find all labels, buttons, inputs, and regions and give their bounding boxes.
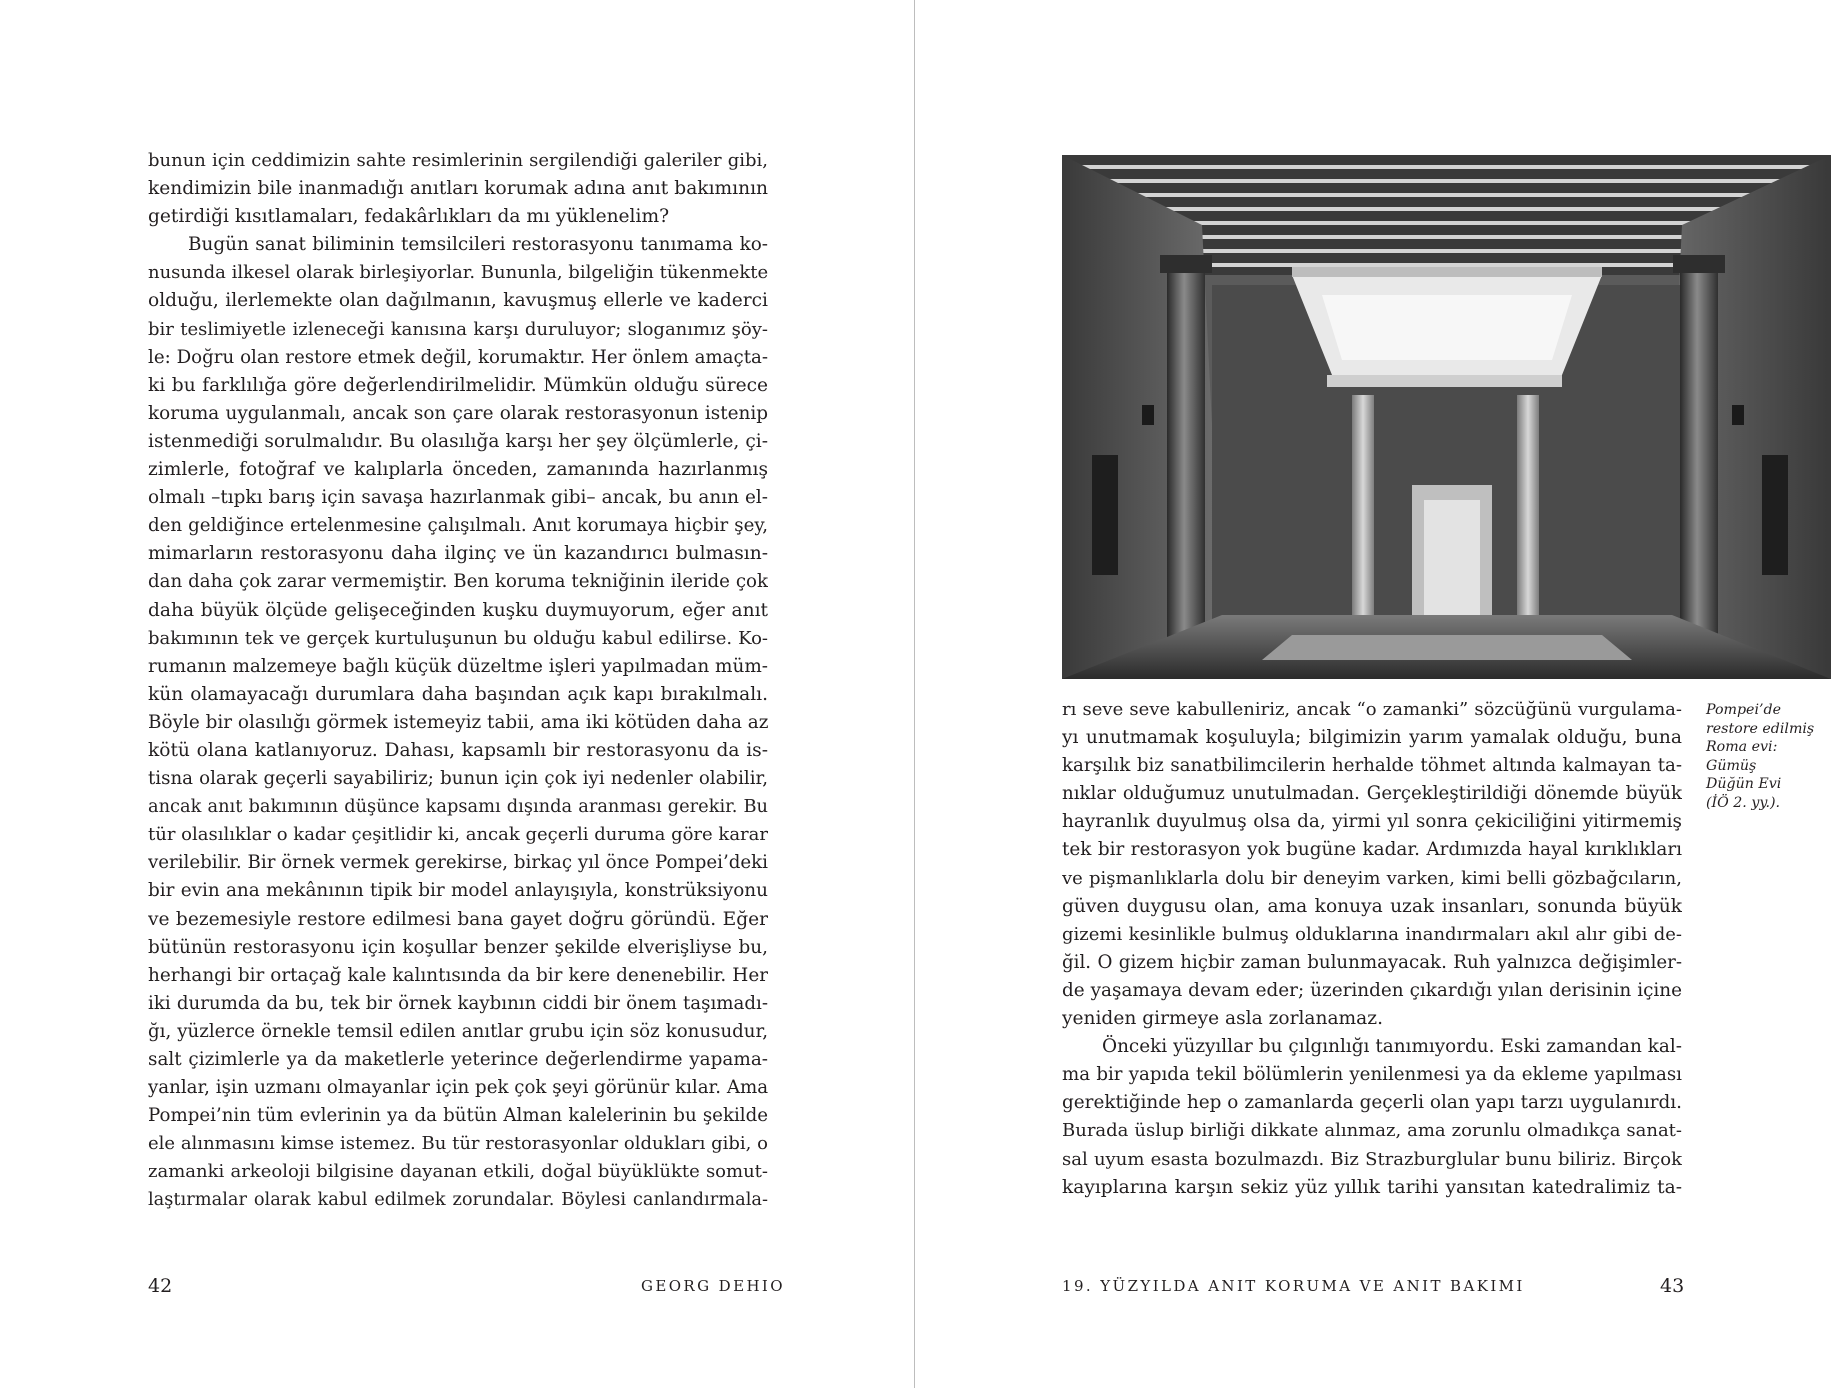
text-line: iki durumda da bu, tek bir örnek kaybının ciddi bir önem taşımadı- [148,992,768,1014]
text-line: kötü olana katlanıyoruz. Dahası, kapsamlı bir restorasyonu da is- [148,739,768,761]
text-line: tek bir restorasyon yok bugüne kadar. Ardımızda hayal kırıklıkları [1062,839,1682,861]
text-line: yı unutmamak koşuluyla; bilgimizin yarım yamalak olduğu, buna [1062,727,1682,749]
paragraph-first-line: Önceki yüzyıllar bu çılgınlığı tanımıyordu. Eski zamandan kal- [1102,1036,1682,1058]
text-line: ele alınmasını kimse istemez. Bu tür restorasyonlar oldukları gibi, o [148,1133,768,1155]
spread-gutter-line [914,0,915,1388]
text-line: nusunda ilkesel olarak birleşiyorlar. Bununla, bilgeliğin tükenmekte [148,262,768,284]
right-page-body-text [1062,696,1682,1202]
text-line: rumanın malzemeye bağlı küçük düzeltme işleri yapılmadan müm- [148,655,768,677]
text-line: ki bu farklılığa göre değerlendirilmelidir. Mümkün olduğu sürece [148,374,768,396]
text-line: laştırmalar olarak kabul edilmek zorundalar. Böylesi canlandırmala- [148,1189,768,1211]
caption-line: Düğün Evi [1706,776,1782,793]
text-line: Burada üslup birliği dikkate alınmaz, ama zorunlu olmadıkça sanat- [1062,1120,1682,1142]
text-line: bir evin ana mekânının tipik bir model anlayışıyla, konstrüksiyonu [148,880,768,902]
text-line: olmalı –tıpkı barış için savaşa hazırlanmak gibi– ancak, bu anın el- [148,487,768,509]
text-line: gerektiğinde hep o zamanlarda geçerli olan yapı tarzı uygulanırdı. [1062,1092,1682,1114]
text-line: den geldiğince ertelenmesine çalışılmalı. Anıt korumaya hiçbir şey, [148,515,768,537]
text-line: Pompei’nin tüm evlerinin ya da bütün Alman kalelerinin bu şekilde [148,1105,768,1127]
text-line: kayıplarına karşın sekiz yüz yıllık tarihi yansıtan katedralimiz ta- [1062,1176,1682,1198]
text-line: ve bezemesiyle restore edilmesi bana gayet doğru göründü. Eğer [148,908,768,930]
text-line: salt çizimlerle ya da maketlerle yeterince değerlendirme yapama- [148,1049,768,1070]
text-line: de yaşamaya devam eder; üzerinden çıkardığı yılan derisinin içine [1062,979,1682,1001]
text-line: getirdiği kısıtlamaları, fedakârlıkları da mı yüklenelim? [148,206,670,228]
text-line: ğil. O gizem hiçbir zaman bulunmayacak. Ruh yalnızca değişimler- [1062,951,1682,973]
text-line: yanlar, işin uzmanı olmayanlar için pek çok şeyi görünür kılar. Ama [148,1077,768,1099]
text-line: yeniden girmeye asla zorlanamaz. [1062,1008,1383,1030]
text-line: ğı, yüzlerce örnekle temsil edilen anıtlar grubu için söz konusudur, [148,1020,768,1042]
text-line: koruma uygulanmalı, ancak son çare olarak restorasyonun istenip [148,402,768,424]
caption-line: Gümüş [1706,757,1757,774]
text-line: gizemi kesinlikle bulmuş olduklarına inandırmaları akıl alır gibi de- [1062,923,1682,945]
text-line: karşılık biz sanatbilimcilerin herhalde töhmet altında kalmayan ta- [1062,755,1682,777]
text-line: sal uyum esasta bozulmazdı. Biz Strazburglular bunu biliriz. Birçok [1062,1148,1682,1170]
text-line: herhangi bir ortaçağ kale kalıntısında da bir kere denenebilir. Her [148,964,768,986]
caption-line: restore edilmiş [1706,720,1815,737]
text-line: tisna olarak geçerli sayabiliriz; bunun için çok iyi nedenler olabilir, [148,768,768,790]
page-number-right: 43 [1660,1275,1685,1297]
text-line: kün olamayacağı durumlara daha başından açık kapı bırakılmalı. [148,683,768,705]
left-page-body-text [148,147,768,1215]
text-line: ma bir yapıda tekil bölümlerin yenilenmesi ya da ekleme yapılması [1062,1064,1682,1086]
text-line: bir teslimiyetle izleneceği kanısına karşı duruluyor; sloganımız şöy- [148,318,768,340]
text-line: rı seve seve kabulleniriz, ancak “o zamanki” sözcüğünü vurgulama- [1062,699,1682,720]
text-line: verilebilir. Bir örnek vermek gerekirse, birkaç yıl önce Pompei’deki [148,852,768,874]
caption-line: Roma evi: [1706,739,1778,756]
text-line: nıklar olduğumuz unutulmadan. Gerçekleştirildiği dönemde büyük [1062,783,1682,805]
running-head-title: 19. YÜZYILDA ANIT KORUMA VE ANIT BAKIMI [1062,1277,1525,1295]
text-line: mimarların restorasyonu daha ilginç ve ün kazandırıcı bulmasın- [148,543,768,565]
text-line: olduğu, ilerlemekte olan dağılmanın, kavuşmuş ellerle ve kaderci [148,290,768,312]
text-line: dan daha çok zarar vermemiştir. Ben koruma tekniğinin ileride çok [148,571,768,593]
text-line: daha büyük ölçüde gelişeceğinden kuşku duymuyorum, eğer anıt [148,599,768,621]
text-line: tür olasılıklar o kadar çeşitlidir ki, ancak geçerli duruma göre karar [148,824,768,846]
text-line: kendimizin bile inanmadığı anıtları korumak adına anıt bakımının [148,178,768,200]
page-number-left: 42 [148,1275,173,1297]
text-line: bakımının tek ve gerçek kurtuluşunun bu olduğu kabul edilirse. Ko- [148,627,768,649]
text-line: bütünün restorasyonu için koşullar benzer şekilde elverişliyse bu, [148,936,768,958]
text-line: zimlerle, fotoğraf ve kalıplarla önceden, zamanında hazırlanmış [148,459,768,481]
text-line: hayranlık duyulmuş olsa da, yirmi yıl sonra çekiciliğini yitirmemiş [1062,811,1682,833]
paragraph-first-line: Bugün sanat biliminin temsilcileri restorasyonu tanımama ko- [188,234,768,256]
text-line: güven duygusu olan, ama konuya uzak insanları, sonunda büyük [1062,895,1682,917]
caption-line: Pompei’de [1706,702,1781,718]
running-head-author: GEORG DEHIO [641,1277,785,1295]
text-line: istenmediği sorulmalıdır. Bu olasılığa karşı her şey ölçümlerle, çi- [148,430,768,452]
text-line: bunun için ceddimizin sahte resimlerinin sergilendiği galeriler gibi, [148,150,768,171]
photo-caption [1706,701,1831,813]
text-line: Böyle bir olasılığı görmek istemeyiz tabii, ama iki kötüden daha az [148,711,768,733]
text-line: zamanki arkeoloji bilgisine dayanan etkili, doğal büyüklükte somut- [148,1161,768,1183]
text-line: ancak anıt bakımının düşünce kapsamı dışında aranması gerekir. Bu [148,796,768,818]
caption-line: (İÖ 2. yy.). [1706,794,1781,811]
pompeii-house-photo [1062,155,1831,679]
text-line: ve pişmanlıklarla dolu bir deneyim varken, kimi belli gözbağcıların, [1062,867,1682,889]
text-line: le: Doğru olan restore etmek değil, korumaktır. Her önlem amaçta- [148,346,768,368]
